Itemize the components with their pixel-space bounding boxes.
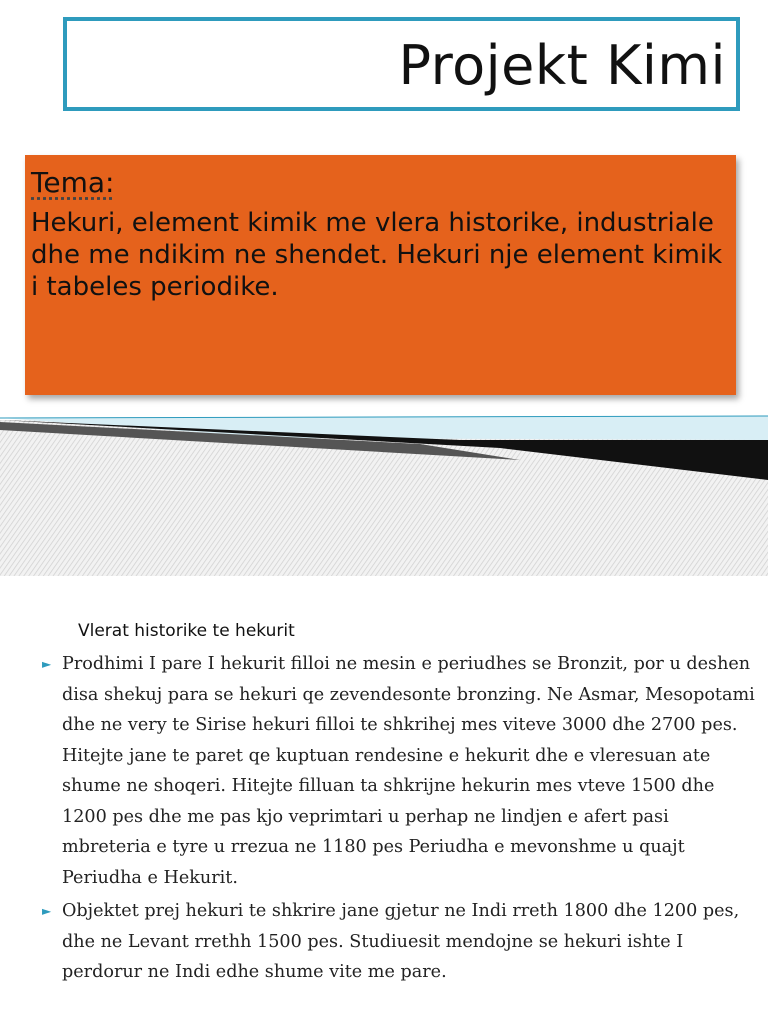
- triangle-bullet-icon: ►: [42, 657, 52, 671]
- slide-title: Projekt Kimi: [398, 34, 726, 97]
- slide-2: [0, 576, 768, 1024]
- list-item: [40, 896, 760, 988]
- triangle-bullet-icon: ►: [42, 904, 52, 918]
- topic-box: [25, 155, 736, 395]
- bullet-text: Prodhimi I pare I hekurit filloi ne mesin e periudhes se Bronzit, por u deshen disa shekuj para se hekuri qe zevendesonte bronzing. Ne Asmar, Mesopotami dhe ne very te Sirise hekuri filloi te shkrihej mes viteve 3000 dhe 2700 pes. Hitejte jane te paret qe kuptuan rendesine e hekurit dhe e vleresuan ate shume ne shoqeri. Hitejte filluan ta shkrijne hekurin mes vteve 1500 dhe 1200 pes dhe me pas kjo veprimtari u perhap ne lindjen e afert pasi mbreteria e tyre u rrezua ne 1180 pes Periudha e mevonshme u quajt Periudha e Hekurit.: [62, 654, 755, 888]
- topic-label: Tema:: [31, 166, 115, 199]
- decorative-stripes: [0, 400, 768, 576]
- list-item: [40, 649, 760, 893]
- topic-text: Hekuri, element kimik me vlera historike, industriale dhe me ndikim ne shendet. Hekuri nje element kimik i tabeles periodike.: [31, 208, 723, 303]
- title-frame: [63, 17, 740, 111]
- bullet-list: [40, 649, 760, 991]
- section-heading: Vlerat historike te hekurit: [78, 621, 295, 641]
- bullet-text: Objektet prej hekuri te shkrire jane gjetur ne Indi rreth 1800 dhe 1200 pes, dhe ne Levant rrethh 1500 pes. Studiuesit mendojne se hekuri ishte I perdorur ne Indi edhe shume vite me pare.: [62, 901, 740, 982]
